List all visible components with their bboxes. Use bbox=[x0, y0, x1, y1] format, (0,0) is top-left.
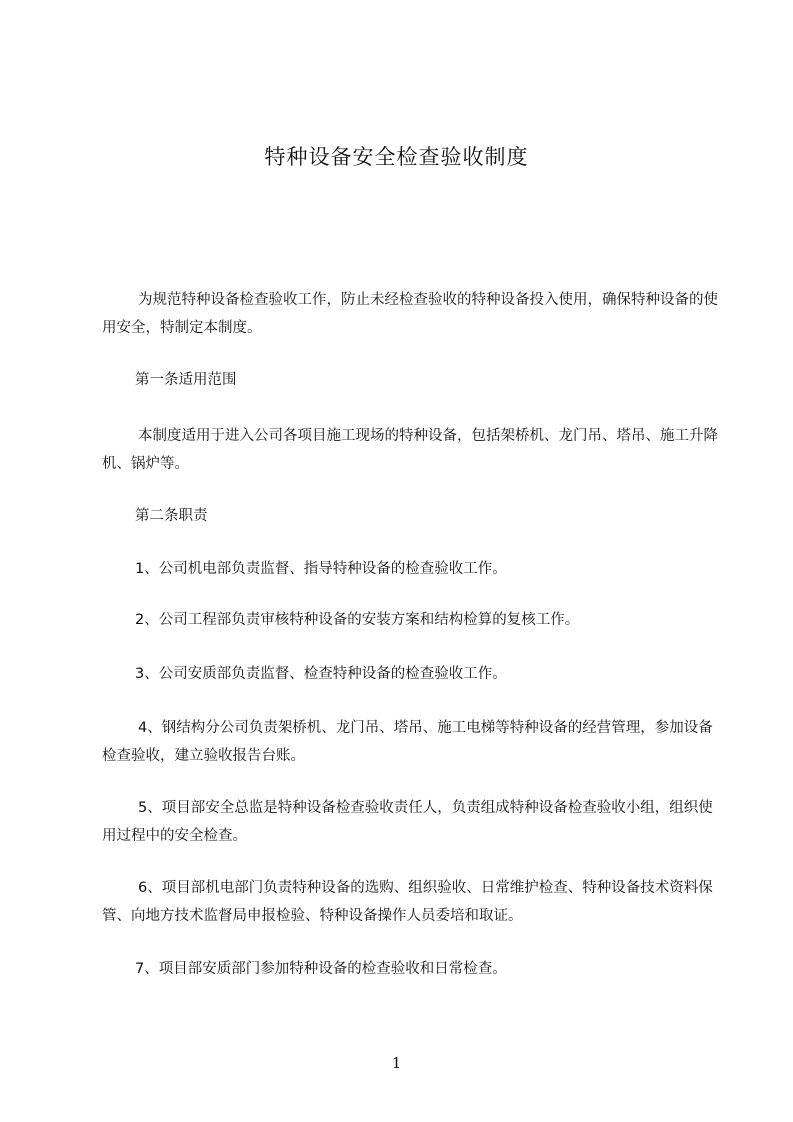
article-1-text: 本制度适用于进入公司各项目施工现场的特种设备，包括架桥机、龙门吊、塔吊、施工升降机、锅炉等。 bbox=[102, 428, 718, 472]
duty-item-7: 7、项目部安质部门参加特种设备的检查验收和日常检查。 bbox=[135, 961, 507, 977]
duty-item-6: 6、项目部机电部门负责特种设备的选购、组织验收、日常维护检查、特种设备技术资料保管、向地方技术监督局申报检验、特种设备操作人员委培和取证。 bbox=[102, 880, 713, 924]
document-title: 特种设备安全检查验收制度 bbox=[264, 145, 529, 169]
duty-item-4: 4、钢结构分公司负责架桥机、龙门吊、塔吊、施工电梯等特种设备的经营管理，参加设备检查验收，建立验收报告台账。 bbox=[102, 720, 713, 764]
duty-item-1: 1、公司机电部负责监督、指导特种设备的检查验收工作。 bbox=[135, 561, 507, 577]
duty-item-5: 5、项目部安全总监是特种设备检查验收责任人，负责组成特种设备检查验收小组，组织使用过程中的安全检查。 bbox=[102, 800, 713, 844]
duty-item-3: 3、公司安质部负责监督、检查特种设备的检查验收工作。 bbox=[135, 666, 507, 682]
duty-item-2: 2、公司工程部负责审核特种设备的安装方案和结构检算的复核工作。 bbox=[135, 612, 580, 628]
page-number: 1 bbox=[391, 1054, 402, 1072]
article-1-heading: 第一条适用范围 bbox=[135, 372, 237, 388]
intro-paragraph: 为规范特种设备检查验收工作，防止未经检查验收的特种设备投入使用，确保特种设备的使用安全，特制定本制度。 bbox=[102, 292, 718, 336]
article-2-heading: 第二条职责 bbox=[135, 508, 208, 524]
